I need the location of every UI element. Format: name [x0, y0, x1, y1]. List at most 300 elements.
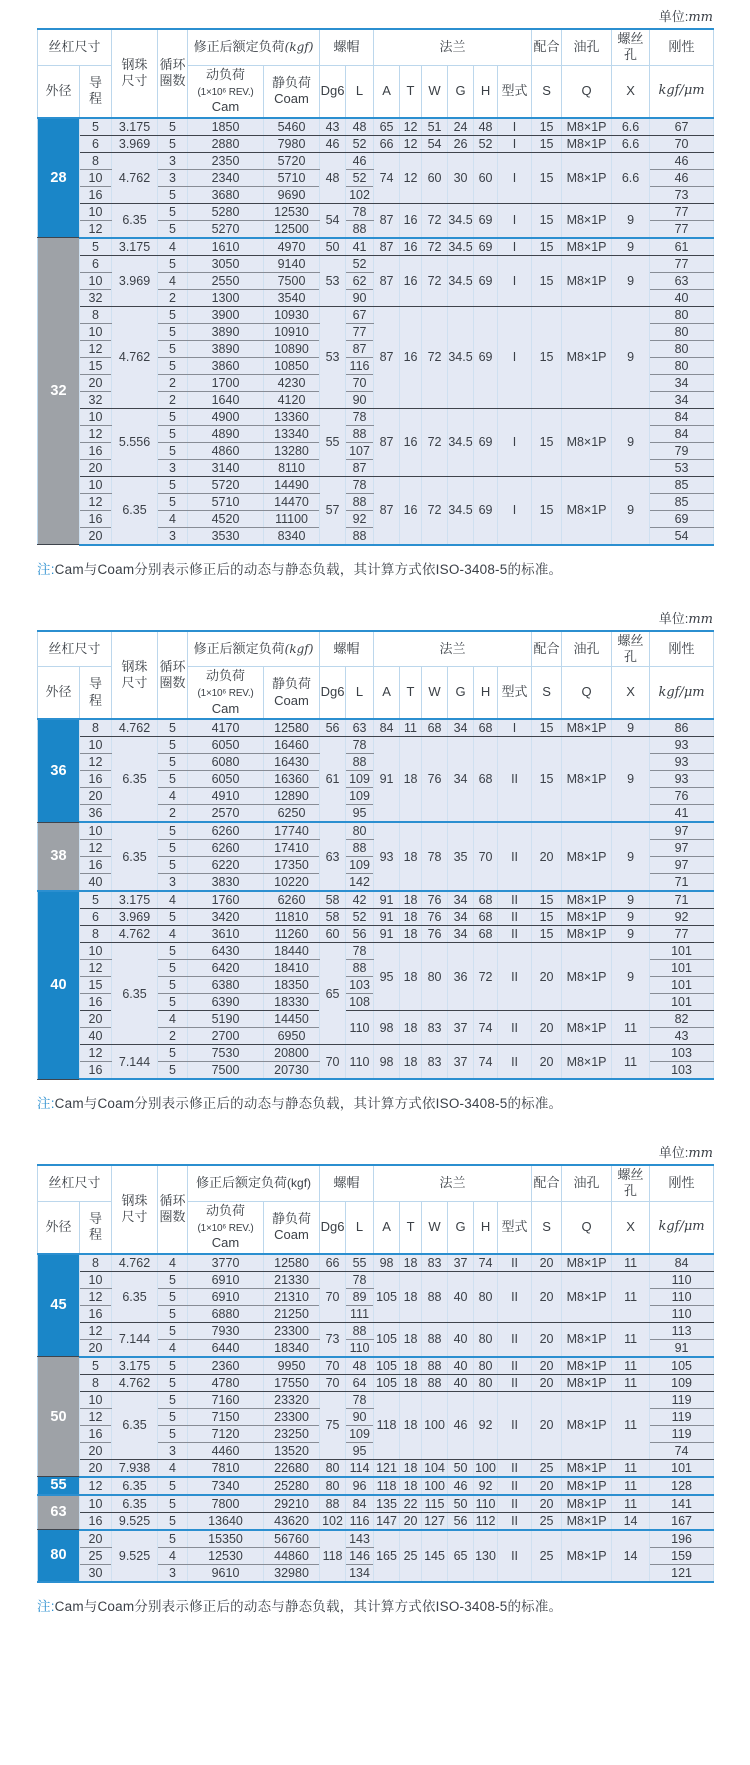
- cell: 18350: [264, 977, 320, 994]
- header-text: 圈数: [159, 73, 186, 89]
- cell: 3.175: [112, 238, 158, 256]
- cell: 4910: [188, 788, 264, 805]
- header-text: 静负荷: [272, 676, 312, 692]
- header-text: 刚性: [668, 1175, 695, 1191]
- cell: 6050: [188, 737, 264, 754]
- cell: 4120: [264, 391, 320, 408]
- cell: 78: [346, 737, 374, 754]
- cell: 10890: [264, 340, 320, 357]
- cell: 75: [320, 1391, 346, 1459]
- cell: 100: [475, 1460, 496, 1475]
- cell: 20: [532, 1322, 562, 1357]
- table-row: [38, 118, 714, 136]
- cell: 11: [612, 1495, 650, 1513]
- header-text: H: [480, 684, 491, 700]
- header-outer-dia: [38, 667, 80, 720]
- cell: 4890: [188, 425, 264, 442]
- cell: 43620: [264, 1512, 320, 1530]
- cell: 130: [474, 1530, 498, 1582]
- header-screw-size: [38, 631, 112, 667]
- table-row: [38, 135, 714, 152]
- header-type: [498, 667, 532, 720]
- cell: M8×1P: [562, 203, 612, 238]
- cell: 83: [422, 1045, 448, 1080]
- cell: 14470: [264, 493, 320, 510]
- cell: 5: [158, 1530, 188, 1548]
- cell: 18: [400, 1357, 422, 1375]
- cell: 87: [374, 238, 400, 256]
- cell: 43: [650, 1028, 714, 1045]
- cell: 5: [158, 203, 188, 220]
- header-fit: [532, 631, 562, 667]
- cell: 88: [422, 1322, 448, 1357]
- cell: 3.175: [112, 118, 158, 136]
- cell: 78: [346, 1271, 374, 1288]
- cell: 77: [650, 255, 714, 272]
- cell: 4780: [188, 1374, 264, 1391]
- cell: 4.762: [112, 306, 158, 408]
- header-text: 螺帽: [333, 39, 360, 55]
- table-row: [38, 909, 714, 926]
- cell: 115: [422, 1495, 448, 1513]
- cell: 20: [532, 1374, 562, 1391]
- cell: 12: [400, 135, 422, 152]
- cell: 17550: [264, 1374, 320, 1391]
- cell: 17410: [264, 840, 320, 857]
- header-row-1: [38, 631, 714, 667]
- cell: 20: [80, 1339, 112, 1357]
- cell: 88: [422, 1374, 448, 1391]
- cell: 84: [346, 1495, 374, 1513]
- cell: 3.969: [112, 135, 158, 152]
- cell: 101: [650, 960, 714, 977]
- cell: 18: [400, 943, 422, 1011]
- cell: 92: [346, 510, 374, 527]
- header-text: H: [480, 82, 491, 98]
- cell: 93: [650, 737, 714, 754]
- cell: 134: [346, 1564, 374, 1582]
- cell: 91: [374, 891, 400, 909]
- cell: 20: [532, 1477, 562, 1495]
- cell: M8×1P: [562, 1495, 612, 1513]
- cell: 16: [80, 1512, 112, 1530]
- cell: 18: [400, 1391, 422, 1459]
- cell: 50: [320, 238, 346, 256]
- header-fit: [532, 1165, 562, 1201]
- cell: 80: [422, 943, 448, 1011]
- cell: 110: [346, 1339, 374, 1357]
- header-text: 导: [89, 676, 103, 692]
- cell: 84: [650, 408, 714, 425]
- cell: 7500: [264, 272, 320, 289]
- header-text: 程: [89, 1227, 103, 1242]
- cell: 101: [650, 994, 714, 1011]
- cell: 10: [80, 323, 112, 340]
- cell: 5: [158, 754, 188, 771]
- table-row: [38, 1322, 714, 1339]
- table-row: [38, 719, 714, 737]
- cell: 74: [650, 1442, 714, 1459]
- cell: 65: [374, 118, 400, 136]
- header-rated-load: [188, 1165, 320, 1201]
- cell: 109: [346, 788, 374, 805]
- cell: 40: [80, 1028, 112, 1045]
- cell: 41: [650, 805, 714, 823]
- cell: 3: [158, 459, 188, 476]
- cell: 6.6: [612, 118, 650, 136]
- cell: 71: [650, 874, 714, 892]
- cell: 80: [320, 1477, 346, 1495]
- cell: 4.762: [112, 1374, 158, 1391]
- cell: 68: [422, 719, 448, 737]
- header-text: S: [542, 684, 551, 700]
- note-3: [37, 1595, 713, 1615]
- cell: 2350: [188, 152, 264, 169]
- cell: 5: [158, 943, 188, 960]
- cell: 3890: [188, 323, 264, 340]
- header-text: 型式: [501, 684, 528, 700]
- cell: 15: [532, 476, 562, 545]
- cell: 2: [158, 374, 188, 391]
- header-text: 循环: [159, 658, 186, 674]
- outer-dia-cell: 38: [38, 822, 80, 891]
- outer-dia-cell: 36: [38, 719, 80, 822]
- cell: 52: [346, 909, 374, 926]
- cell: M8×1P: [562, 1459, 612, 1477]
- cell: 7150: [188, 1408, 264, 1425]
- outer-dia-cell: 80: [38, 1530, 80, 1582]
- cell: 86: [650, 719, 714, 737]
- cell: 5: [158, 425, 188, 442]
- cell: 114: [346, 1459, 374, 1477]
- cell: 5: [158, 118, 188, 136]
- cell: 3140: [188, 459, 264, 476]
- cell: 3900: [188, 306, 264, 323]
- cell: 22680: [264, 1459, 320, 1477]
- cell: I: [498, 408, 532, 476]
- note-2: [37, 1092, 713, 1112]
- cell: 53: [320, 306, 346, 408]
- cell: 88: [422, 1357, 448, 1375]
- header-text: (kgf): [287, 1176, 312, 1191]
- cell: 80: [650, 306, 714, 323]
- cell: 88: [346, 960, 374, 977]
- cell: 61: [320, 737, 346, 823]
- cell: 10: [80, 1391, 112, 1408]
- header-text: G: [455, 82, 466, 98]
- cell: 5: [158, 977, 188, 994]
- cell: 18: [400, 1477, 422, 1495]
- cell: 29210: [264, 1495, 320, 1513]
- cell: 3860: [188, 357, 264, 374]
- cell: 18: [400, 891, 422, 909]
- header-text: 法兰: [439, 39, 466, 55]
- cell: 68: [474, 891, 498, 909]
- table-row: [38, 737, 714, 754]
- cell: 5: [80, 118, 112, 136]
- cell: 63: [650, 272, 714, 289]
- table-row: [38, 203, 714, 220]
- header-dynamic-load: [188, 65, 264, 118]
- header-text: Dg6: [320, 684, 345, 700]
- header-G: [448, 667, 474, 720]
- header-text: A: [382, 82, 391, 98]
- cell: 84: [374, 719, 400, 737]
- cell: 70: [320, 1045, 346, 1080]
- cell: 40: [448, 1271, 474, 1322]
- header-text: Dg6: [320, 1218, 345, 1234]
- cell: 9: [612, 306, 650, 408]
- cell: 4.762: [112, 152, 158, 203]
- cell: 20: [80, 1530, 112, 1548]
- cell: II: [498, 1459, 532, 1477]
- cell: 74: [474, 1254, 498, 1272]
- header-dg6: [320, 1201, 346, 1254]
- cell: 10910: [264, 323, 320, 340]
- cell: 37: [448, 1011, 474, 1045]
- cell: 12: [400, 118, 422, 136]
- cell: 7120: [188, 1425, 264, 1442]
- cell: M8×1P: [562, 1254, 612, 1272]
- cell: I: [498, 306, 532, 408]
- header-text: 油孔: [573, 640, 600, 656]
- cell: 15: [532, 135, 562, 152]
- cell: 143: [346, 1530, 374, 1548]
- cell: 18: [400, 737, 422, 823]
- cell: 87: [346, 459, 374, 476]
- cell: 9: [612, 476, 650, 545]
- cell: II: [498, 1495, 532, 1513]
- cell: 70: [474, 822, 498, 891]
- header-A: [374, 65, 400, 118]
- cell: 80: [474, 1322, 498, 1357]
- unit-text: 单位:: [658, 9, 689, 24]
- cell: 18: [400, 926, 422, 943]
- cell: M8×1P: [562, 118, 612, 136]
- cell: 111: [346, 1305, 374, 1322]
- header-text: 配合: [533, 1175, 560, 1191]
- cell: 95: [346, 1442, 374, 1459]
- cell: 90: [346, 1408, 374, 1425]
- cell: 2700: [188, 1028, 264, 1045]
- cell: I: [498, 719, 532, 737]
- cell: 110: [346, 1011, 374, 1045]
- header-flange: [374, 1165, 532, 1201]
- cell: 34: [448, 909, 474, 926]
- cell: 6420: [188, 960, 264, 977]
- cell: 54: [320, 203, 346, 238]
- cell: 16: [400, 476, 422, 545]
- cell: II: [498, 943, 532, 1011]
- cell: 87: [374, 306, 400, 408]
- cell: 25: [532, 1530, 562, 1582]
- cell: II: [498, 909, 532, 926]
- header-text: 丝杠尺寸: [48, 39, 101, 55]
- spec-table-1: [37, 28, 714, 546]
- cell: 5460: [264, 118, 320, 136]
- cell: 88: [346, 754, 374, 771]
- table-row: [38, 1045, 714, 1062]
- cell: 74: [374, 152, 400, 203]
- cell: 88: [346, 1322, 374, 1339]
- cell: 23250: [264, 1425, 320, 1442]
- header-text: Dg6: [320, 82, 345, 98]
- cell: 100: [422, 1391, 448, 1459]
- header-H: [474, 1201, 498, 1254]
- cell: 146: [346, 1547, 374, 1564]
- cell: 8: [80, 926, 112, 943]
- cell: I: [498, 203, 532, 238]
- header-circuits: [158, 631, 188, 720]
- cell: 87: [374, 408, 400, 476]
- cell: 9.525: [112, 1530, 158, 1582]
- header-text: G: [455, 1218, 466, 1234]
- header-G: [448, 1201, 474, 1254]
- cell: M8×1P: [562, 408, 612, 476]
- header-text: 圈数: [159, 674, 186, 690]
- cell: 3770: [188, 1254, 264, 1272]
- cell: 72: [422, 203, 448, 238]
- cell: 118: [374, 1477, 400, 1495]
- cell: 67: [346, 306, 374, 323]
- cell: 72: [422, 306, 448, 408]
- cell: 4: [158, 891, 188, 909]
- cell: 11: [612, 1374, 650, 1391]
- cell: 116: [346, 357, 374, 374]
- table-row: [38, 476, 714, 493]
- header-nut: [320, 29, 374, 65]
- header-text: 尺寸: [121, 674, 148, 690]
- cell: 21250: [264, 1305, 320, 1322]
- cell: 6.35: [112, 1495, 158, 1513]
- cell: 96: [346, 1477, 374, 1495]
- cell: 5: [80, 238, 112, 256]
- cell: 14: [612, 1512, 650, 1530]
- header-rated-load: [188, 29, 320, 65]
- cell: 15: [532, 891, 562, 909]
- cell: 9: [612, 943, 650, 1011]
- cell: M8×1P: [562, 135, 612, 152]
- cell: M8×1P: [562, 255, 612, 306]
- cell: 12: [80, 220, 112, 238]
- header-type: [498, 65, 532, 118]
- table-row: [38, 1391, 714, 1408]
- cell: 5: [158, 135, 188, 152]
- header-Q: [562, 667, 612, 720]
- cell: 12: [80, 1477, 112, 1495]
- cell: 10: [80, 822, 112, 840]
- cell: M8×1P: [562, 238, 612, 256]
- cell: 56: [346, 926, 374, 943]
- cell: 5: [158, 1374, 188, 1391]
- cell: 23320: [264, 1391, 320, 1408]
- cell: 10: [80, 476, 112, 493]
- cell: 3: [158, 1564, 188, 1582]
- cell: 4: [158, 788, 188, 805]
- header-text: 油孔: [573, 1175, 600, 1191]
- cell: 6.35: [112, 943, 158, 1045]
- cell: 87: [374, 255, 400, 306]
- cell: 105: [650, 1357, 714, 1375]
- header-text: 动负荷: [206, 1202, 246, 1218]
- header-rigidity-unit: [650, 65, 714, 118]
- note-text: Cam与Coam分别表示修正后的动态与静态负载，其计算方式依ISO-3408-5的标准。: [54, 1096, 563, 1111]
- outer-dia-cell: 63: [38, 1495, 80, 1530]
- cell: 12530: [188, 1547, 264, 1564]
- cell: 88: [346, 840, 374, 857]
- cell: 46: [650, 169, 714, 186]
- cell: 9: [612, 926, 650, 943]
- outer-dia-cell: 32: [38, 238, 80, 545]
- cell: 3890: [188, 340, 264, 357]
- cell: 68: [474, 737, 498, 823]
- cell: M8×1P: [562, 1011, 612, 1045]
- cell: I: [498, 238, 532, 256]
- cell: 11260: [264, 926, 320, 943]
- header-oil: [562, 29, 612, 65]
- cell: 40: [448, 1374, 474, 1391]
- note-prefix: 注:: [37, 1598, 55, 1614]
- header-text: 程: [89, 692, 103, 708]
- header-T: [400, 65, 422, 118]
- cell: 63: [320, 822, 346, 891]
- cell: 34.5: [448, 476, 474, 545]
- cell: 25: [532, 1459, 562, 1477]
- cell: 58: [320, 909, 346, 926]
- header-A: [374, 1201, 400, 1254]
- cell: II: [498, 1011, 532, 1045]
- cell: 20: [80, 459, 112, 476]
- cell: 15: [532, 203, 562, 238]
- cell: 54: [422, 135, 448, 152]
- cell: 64: [346, 1374, 374, 1391]
- cell: 1300: [188, 289, 264, 306]
- header-dg6: [320, 65, 346, 118]
- cell: 25: [80, 1547, 112, 1564]
- cell: 80: [474, 1357, 498, 1375]
- header-H: [474, 65, 498, 118]
- cell: 46: [448, 1391, 474, 1459]
- cell: 52: [346, 169, 374, 186]
- cell: 7500: [188, 1062, 264, 1080]
- cell: 1700: [188, 374, 264, 391]
- cell: 12: [80, 1045, 112, 1062]
- cell: 9690: [264, 186, 320, 203]
- cell: I: [498, 476, 532, 545]
- cell: 21330: [264, 1271, 320, 1288]
- cell: 30: [448, 152, 474, 203]
- header-text: Coam: [274, 91, 309, 106]
- header-Q: [562, 65, 612, 118]
- cell: 65: [320, 943, 346, 1045]
- outer-dia-cell: 40: [38, 891, 80, 1079]
- cell: 46: [650, 152, 714, 169]
- header-screw-size: [38, 29, 112, 65]
- cell: 100: [422, 1477, 448, 1495]
- cell: 13360: [264, 408, 320, 425]
- cell: 69: [474, 255, 498, 306]
- table-row: [38, 152, 714, 169]
- header-text: S: [542, 1218, 551, 1234]
- cell: 48: [346, 118, 374, 136]
- cell: 3680: [188, 186, 264, 203]
- cell: 196: [650, 1530, 714, 1548]
- cell: 4: [158, 238, 188, 256]
- cell: 141: [650, 1495, 714, 1513]
- cell: 5: [158, 1045, 188, 1062]
- header-ball-size: [112, 1165, 158, 1254]
- cell: I: [498, 152, 532, 203]
